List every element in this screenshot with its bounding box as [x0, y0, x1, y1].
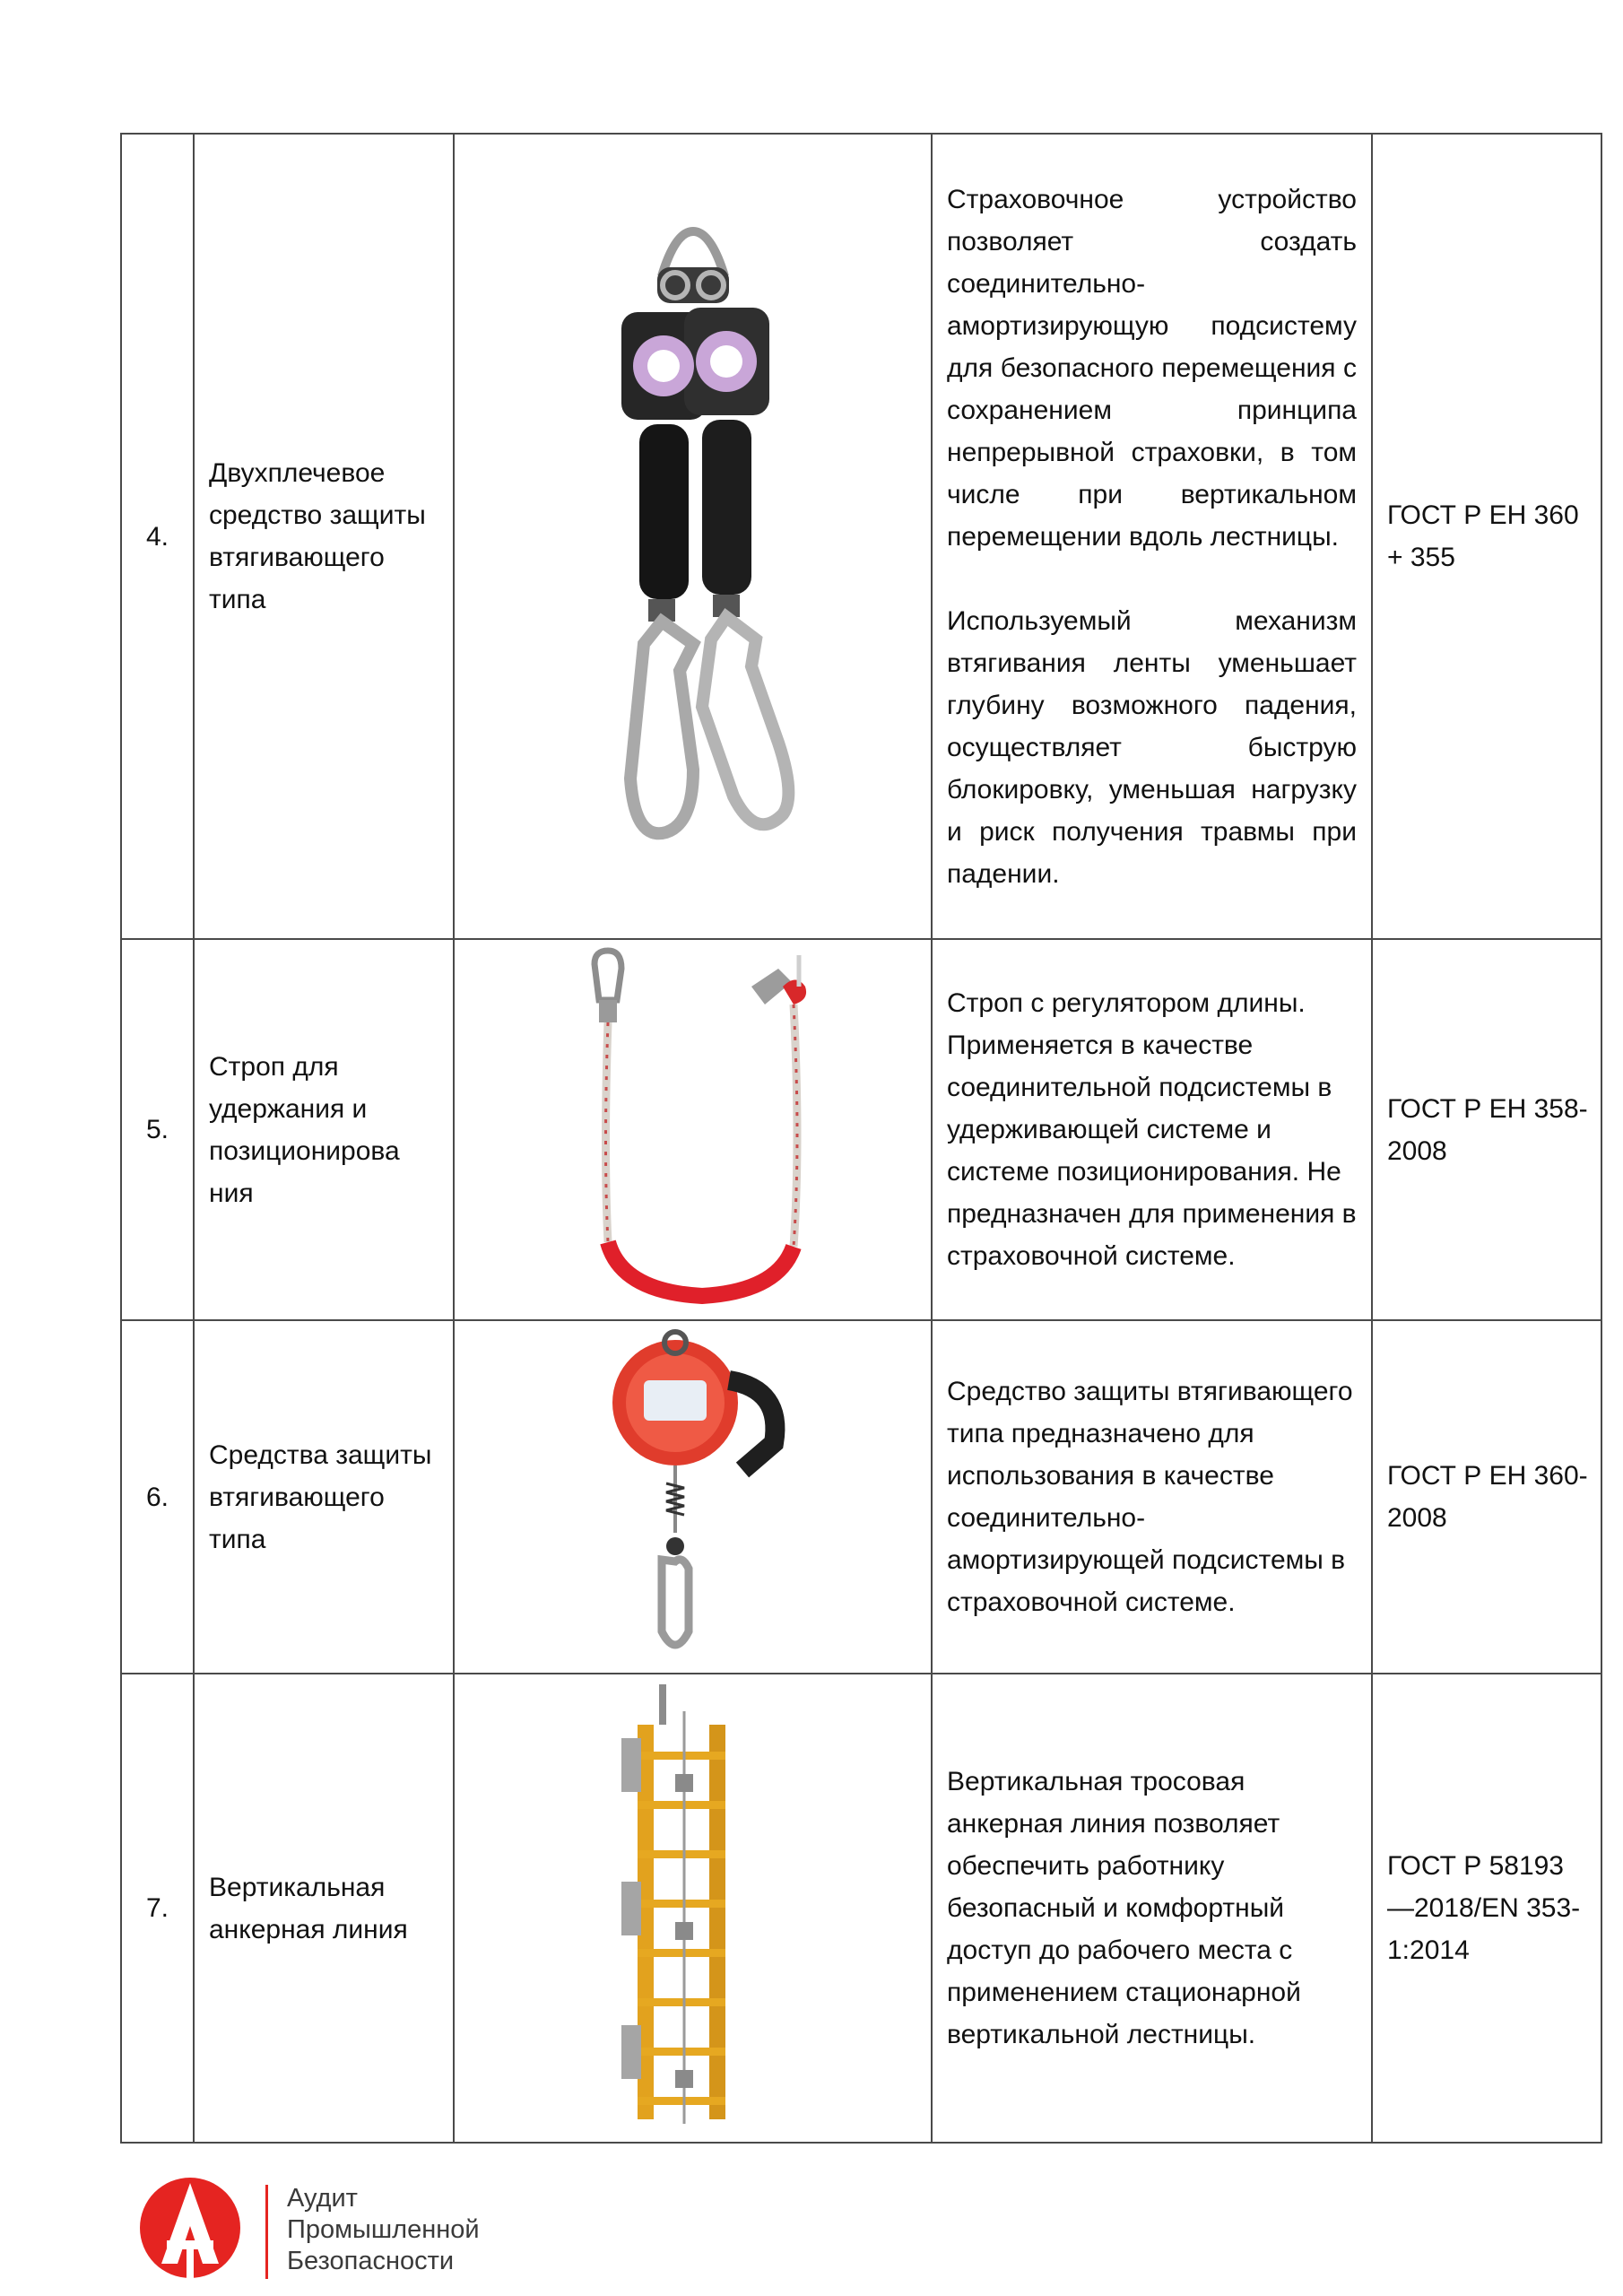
- table-row: [121, 134, 1601, 939]
- table-row: [121, 1320, 1601, 1674]
- equipment-image-cell: [454, 1320, 932, 1674]
- logo-a-emblem-icon: [135, 2170, 260, 2283]
- logo-divider: [265, 2185, 268, 2279]
- equipment-image-cell: [454, 939, 932, 1320]
- description-paragraph: Страховочное устройство позволяет создать соединительно-амортизирующую подсистему для безопасного перемещения с сохранением принципа непрерывной страховки, в том числе при вертикальном перемещении вдоль лестницы.: [947, 184, 1357, 552]
- equipment-description: [932, 134, 1372, 939]
- equipment-name: Строп для удержания и позиционирова ния: [194, 939, 454, 1320]
- row-number: 6.: [121, 1320, 194, 1674]
- table-row: [121, 1674, 1601, 2143]
- logo-line: Промышленной: [287, 2215, 480, 2244]
- logo-wordmark: [287, 2183, 480, 2277]
- row-number: 4.: [121, 134, 194, 939]
- equipment-image-cell: [454, 134, 932, 939]
- equipment-description: [932, 939, 1372, 1320]
- twin-retractable-lanyard-image: [559, 222, 828, 850]
- equipment-image-cell: [454, 1674, 932, 2143]
- standard-reference: ГОСТ Р ЕН 360-2008: [1372, 1320, 1601, 1674]
- equipment-name: Двухплечевое средство защиты втягивающего типа: [194, 134, 454, 939]
- equipment-name: Средства защиты втягивающего типа: [194, 1320, 454, 1674]
- description-paragraph: Вертикальная тросовая анкерная линия позволяет обеспечить работнику безопасный и комфортный доступ до рабочего места с применением стационарной вертикальной лестницы.: [947, 1767, 1301, 2049]
- logo-line: Аудит: [287, 2184, 358, 2213]
- row-number: 5.: [121, 939, 194, 1320]
- logo-line: Безопасности: [287, 2247, 455, 2275]
- standard-reference: ГОСТ Р ЕН 360 + 355: [1372, 134, 1601, 939]
- description-paragraph: Строп с регулятором длины. Применяется в качестве соединительной подсистемы в удерживающей системе и системе позиционирования. Не предназначен для применения в страховочной системе.: [947, 988, 1357, 1271]
- description-paragraph: Используемый механизм втягивания ленты уменьшает глубину возможного падения, осуществляет быструю блокировку, уменьшая нагрузку и риск получения травмы при падении.: [947, 605, 1357, 889]
- adjustable-rope-lanyard-image: [559, 946, 828, 1314]
- standard-reference: ГОСТ Р ЕН 358-2008: [1372, 939, 1601, 1320]
- equipment-table: [120, 133, 1602, 2144]
- equipment-description: [932, 1674, 1372, 2143]
- equipment-name: Вертикальная анкерная линия: [194, 1674, 454, 2143]
- retractable-fall-arrester-image: [577, 1326, 810, 1667]
- standard-reference: ГОСТ Р 58193—2018/EN 353-1:2014: [1372, 1674, 1601, 2143]
- table-row: [121, 939, 1601, 1320]
- equipment-description: [932, 1320, 1372, 1674]
- description-paragraph: Средство защиты втягивающего типа предназначено для использования в качестве соединительно-амортизирующей подсистемы в страховочной системе.: [947, 1377, 1353, 1617]
- company-logo: [135, 2170, 520, 2283]
- row-number: 7.: [121, 1674, 194, 2143]
- vertical-cable-anchor-line-image: [603, 1684, 783, 2133]
